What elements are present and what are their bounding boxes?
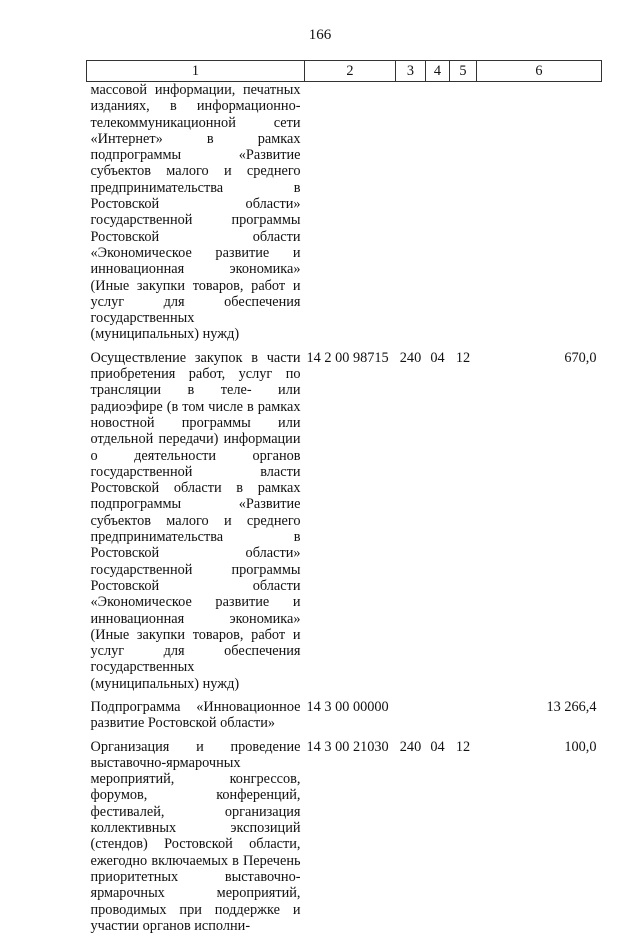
header-col-6: 6	[477, 61, 602, 82]
row-pr-code: 12	[455, 738, 471, 755]
row-vr-code	[396, 82, 426, 343]
row-sum	[477, 82, 602, 343]
row-sum: 100,0	[564, 738, 597, 755]
row-name: Осуществление закупок в части приобретения работ, услуг по трансляции в теле- или радиоэфире (в том числе в рамках новостной программы или отдельной передачи) информации о деятельности органов государственной власти Ростовской области в рамках подпрограммы «Развитие субъектов малого и среднего предпринимательства в Ростовской области» государственной программы Ростовской области «Экономическое развитие и инновационная экономика» (Иные закупки товаров, работ и услуг для обеспечения государственных (муниципальных) нужд)	[90, 349, 301, 692]
row-name: Организация и проведение выставочно-ярмарочных мероприятий, конгрессов, форумов, конференций, фестивалей, организация коллективных экспозиций (стендов) Ростовской области, ежегодно включаемых в Перечень приоритетных выставочно-ярмарочных мероприятий, проводимых при поддержке и участии органов исполни-	[90, 738, 301, 934]
row-pr-code: 12	[455, 349, 471, 366]
row-rz-code	[426, 692, 450, 732]
table-row	[87, 343, 602, 692]
row-csr-code: 14 3 00 21030	[306, 738, 389, 755]
page-number: 166	[308, 27, 332, 43]
header-row	[87, 61, 602, 82]
row-csr-code: 14 2 00 98715	[306, 349, 389, 366]
row-vr-code: 240	[399, 349, 422, 366]
row-sum: 670,0	[564, 349, 597, 366]
row-rz-code: 04	[430, 738, 445, 755]
row-rz-code	[426, 82, 450, 343]
row-csr-code: 14 3 00 00000	[306, 698, 389, 715]
header-col-5: 5	[450, 61, 477, 82]
row-name: массовой информации, печатных изданиях, в информационно-телекоммуникационной сети «Интернет» в рамках подпрограммы «Развитие субъектов малого и среднего предпринимательства в Ростовской области» государственной программы Ростовской области «Экономическое развитие и инновационная экономика» (Иные закупки товаров, работ и услуг для обеспечения государственных (муниципальных) нужд)	[90, 82, 301, 343]
table-row	[87, 82, 602, 343]
row-sum: 13 266,4	[546, 698, 597, 715]
row-name: Подпрограмма «Инновационное развитие Ростовской области»	[90, 698, 301, 732]
header-col-3: 3	[396, 61, 426, 82]
table-row	[87, 692, 602, 732]
header-col-1: 1	[87, 61, 305, 82]
table-row	[87, 732, 602, 934]
row-csr-code	[305, 82, 396, 343]
row-pr-code	[450, 82, 477, 343]
row-rz-code: 04	[430, 349, 445, 366]
header-col-2: 2	[305, 61, 396, 82]
row-vr-code: 240	[399, 738, 422, 755]
row-vr-code	[396, 692, 426, 732]
header-col-4: 4	[426, 61, 450, 82]
budget-table	[86, 60, 602, 934]
row-pr-code	[450, 692, 477, 732]
